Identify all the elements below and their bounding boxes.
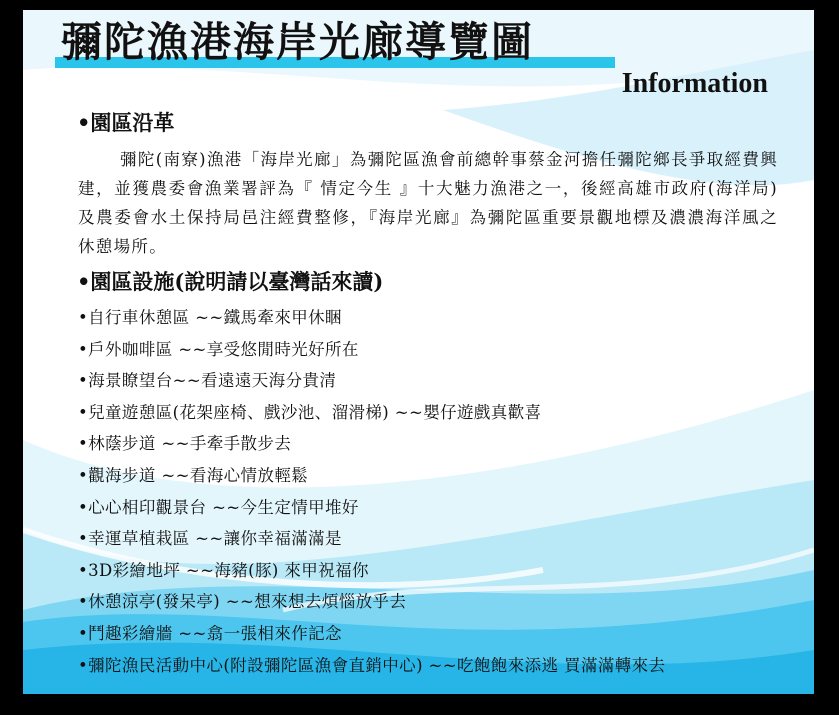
- list-item: •幸運草植栽區 ~~讓你幸福滿滿是: [78, 529, 342, 549]
- history-paragraph: 彌陀(南寮)漁港「海岸光廊」為彌陀區漁會前總幹事蔡金河擔任彌陀鄉長爭取經費興建，並獲農委會漁業署評為『 情定今生 』十大魅力漁港之一，後經高雄市政府(海洋局)及農委會水土保持局邑注經費整修，『海岸光廊』為彌陀區重要景觀地標及濃濃海洋風之休憩場所。: [78, 150, 778, 256]
- list-item: •觀海步道 ~~看海心情放輕鬆: [78, 465, 309, 485]
- list-item: •自行車休憩區 ~~鐵馬牽來甲休睏: [78, 308, 342, 327]
- history-heading: [75, 107, 176, 137]
- facilities-list: [78, 302, 665, 681]
- list-item: •心心相印觀景台 ~~今生定情甲堆好: [78, 497, 359, 517]
- list-item: •海景瞭望台~~看遠遠天海分貴清: [78, 371, 337, 391]
- facilities-heading-text: •園區設施(說明請以臺灣話來讀): [75, 266, 385, 296]
- title-area: [55, 14, 615, 70]
- list-item: •兒童遊憩區(花架座椅、戲沙池、溜滑梯) ~~嬰仔遊戲真歡喜: [78, 402, 542, 422]
- guide-board: [23, 10, 814, 694]
- list-item: •戶外咖啡區 ~~享受悠閒時光好所在: [78, 339, 359, 359]
- list-item: •彌陀漁民活動中心(附設彌陀區漁會直銷中心) ~~吃飽飽來添逃 買滿滿轉來去: [78, 655, 666, 675]
- facilities-heading: [75, 266, 385, 296]
- history-heading-text: •園區沿革: [75, 107, 176, 137]
- list-item: •林蔭步道 ~~手牽手散步去: [78, 434, 292, 454]
- list-item: •休憩涼亭(發呆亭) ~~想來想去煩惱放乎去: [78, 592, 407, 612]
- information-label: Information: [621, 68, 768, 99]
- list-item: •3D彩繪地坪 ~~海豬(豚) 來甲祝福你: [78, 560, 369, 580]
- page-title: 彌陀漁港海岸光廊導覽圖: [61, 18, 534, 66]
- list-item: •鬥趣彩繪牆 ~~翕一張相來作記念: [78, 623, 342, 643]
